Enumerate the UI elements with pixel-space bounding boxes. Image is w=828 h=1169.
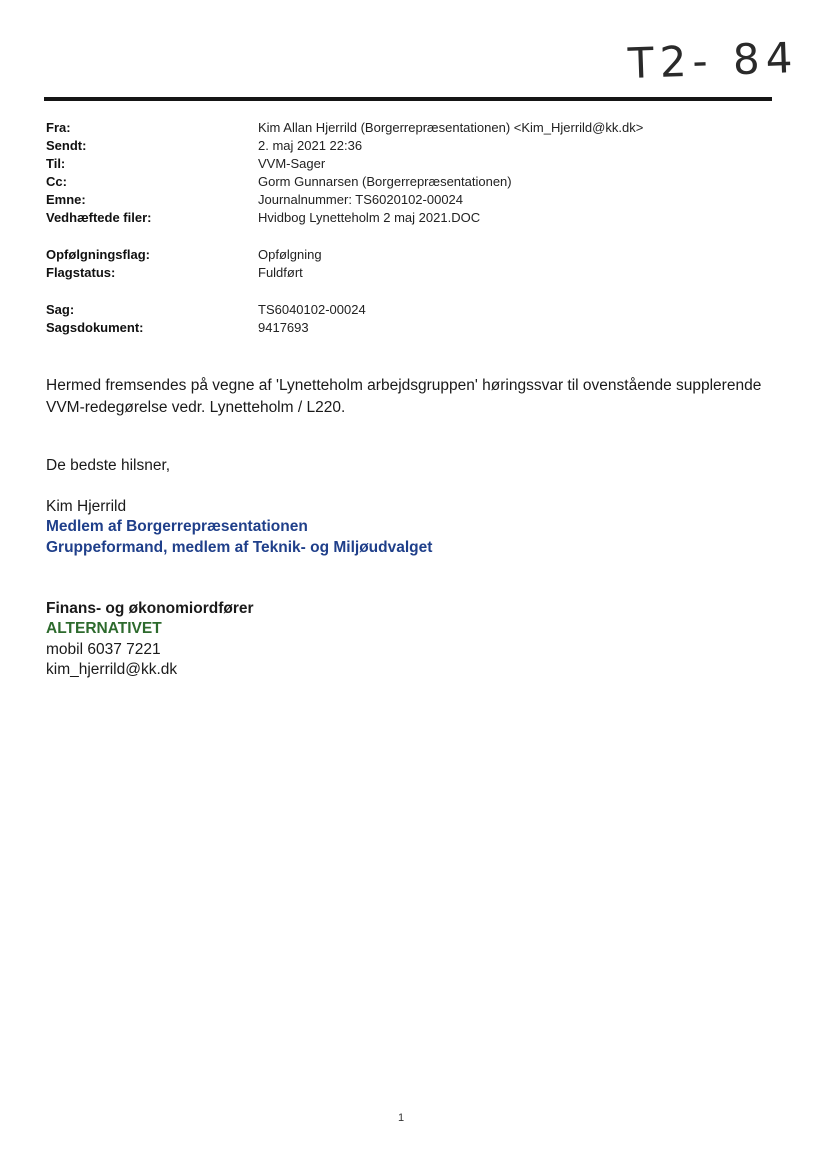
header-value: Fuldført [258,265,303,280]
header-label: Flagstatus: [46,265,116,280]
signature-email: kim_hjerrild@kk.dk [46,661,178,678]
header-label: Emne: [46,192,86,207]
greeting: De bedste hilsner, [46,457,171,474]
header-value: Opfølgning [258,247,322,262]
header-value: 2. maj 2021 22:36 [258,138,363,153]
header-value: Gorm Gunnarsen (Borgerrepræsentationen) [258,174,512,189]
signature-name: Kim Hjerrild [46,498,127,515]
signature-title-1: Medlem af Borgerrepræsentationen [46,518,308,535]
header-value: Journalnummer: TS6020102-00024 [258,192,464,207]
signature-title-2: Gruppeformand, medlem af Teknik- og Miljøudvalget [46,539,433,556]
header-label: Vedhæftede filer: [46,210,152,225]
header-value: TS6040102-00024 [258,302,366,317]
header-label: Til: [46,156,66,171]
header-value: Hvidbog Lynetteholm 2 maj 2021.DOC [258,210,481,225]
header-value: Kim Allan Hjerrild (Borgerrepræsentationen) <Kim_Hjerrild@kk.dk> [258,120,644,135]
message-body-line-2: VVM-redegørelse vedr. Lynetteholm / L220. [46,399,346,416]
message-body-line-1: Hermed fremsendes på vegne af 'Lynetteholm arbejdsgruppen' høringssvar til ovenstående supplerende [46,377,762,394]
header-value: VVM-Sager [258,156,326,171]
signature-phone: mobil 6037 7221 [46,641,161,658]
header-value: 9417693 [258,320,309,335]
header-label: Sag: [46,302,75,317]
header-label: Sagsdokument: [46,320,144,335]
page-number: 1 [398,1112,405,1124]
header-divider [44,97,772,101]
header-label: Fra: [46,120,71,135]
handwritten-document-number: T2- 84 [627,33,800,88]
header-label: Cc: [46,174,67,189]
signature-role: Finans- og økonomiordfører [46,600,254,617]
header-label: Sendt: [46,138,87,153]
signature-party: ALTERNATIVET [46,620,162,637]
header-label: Opfølgningsflag: [46,247,150,262]
